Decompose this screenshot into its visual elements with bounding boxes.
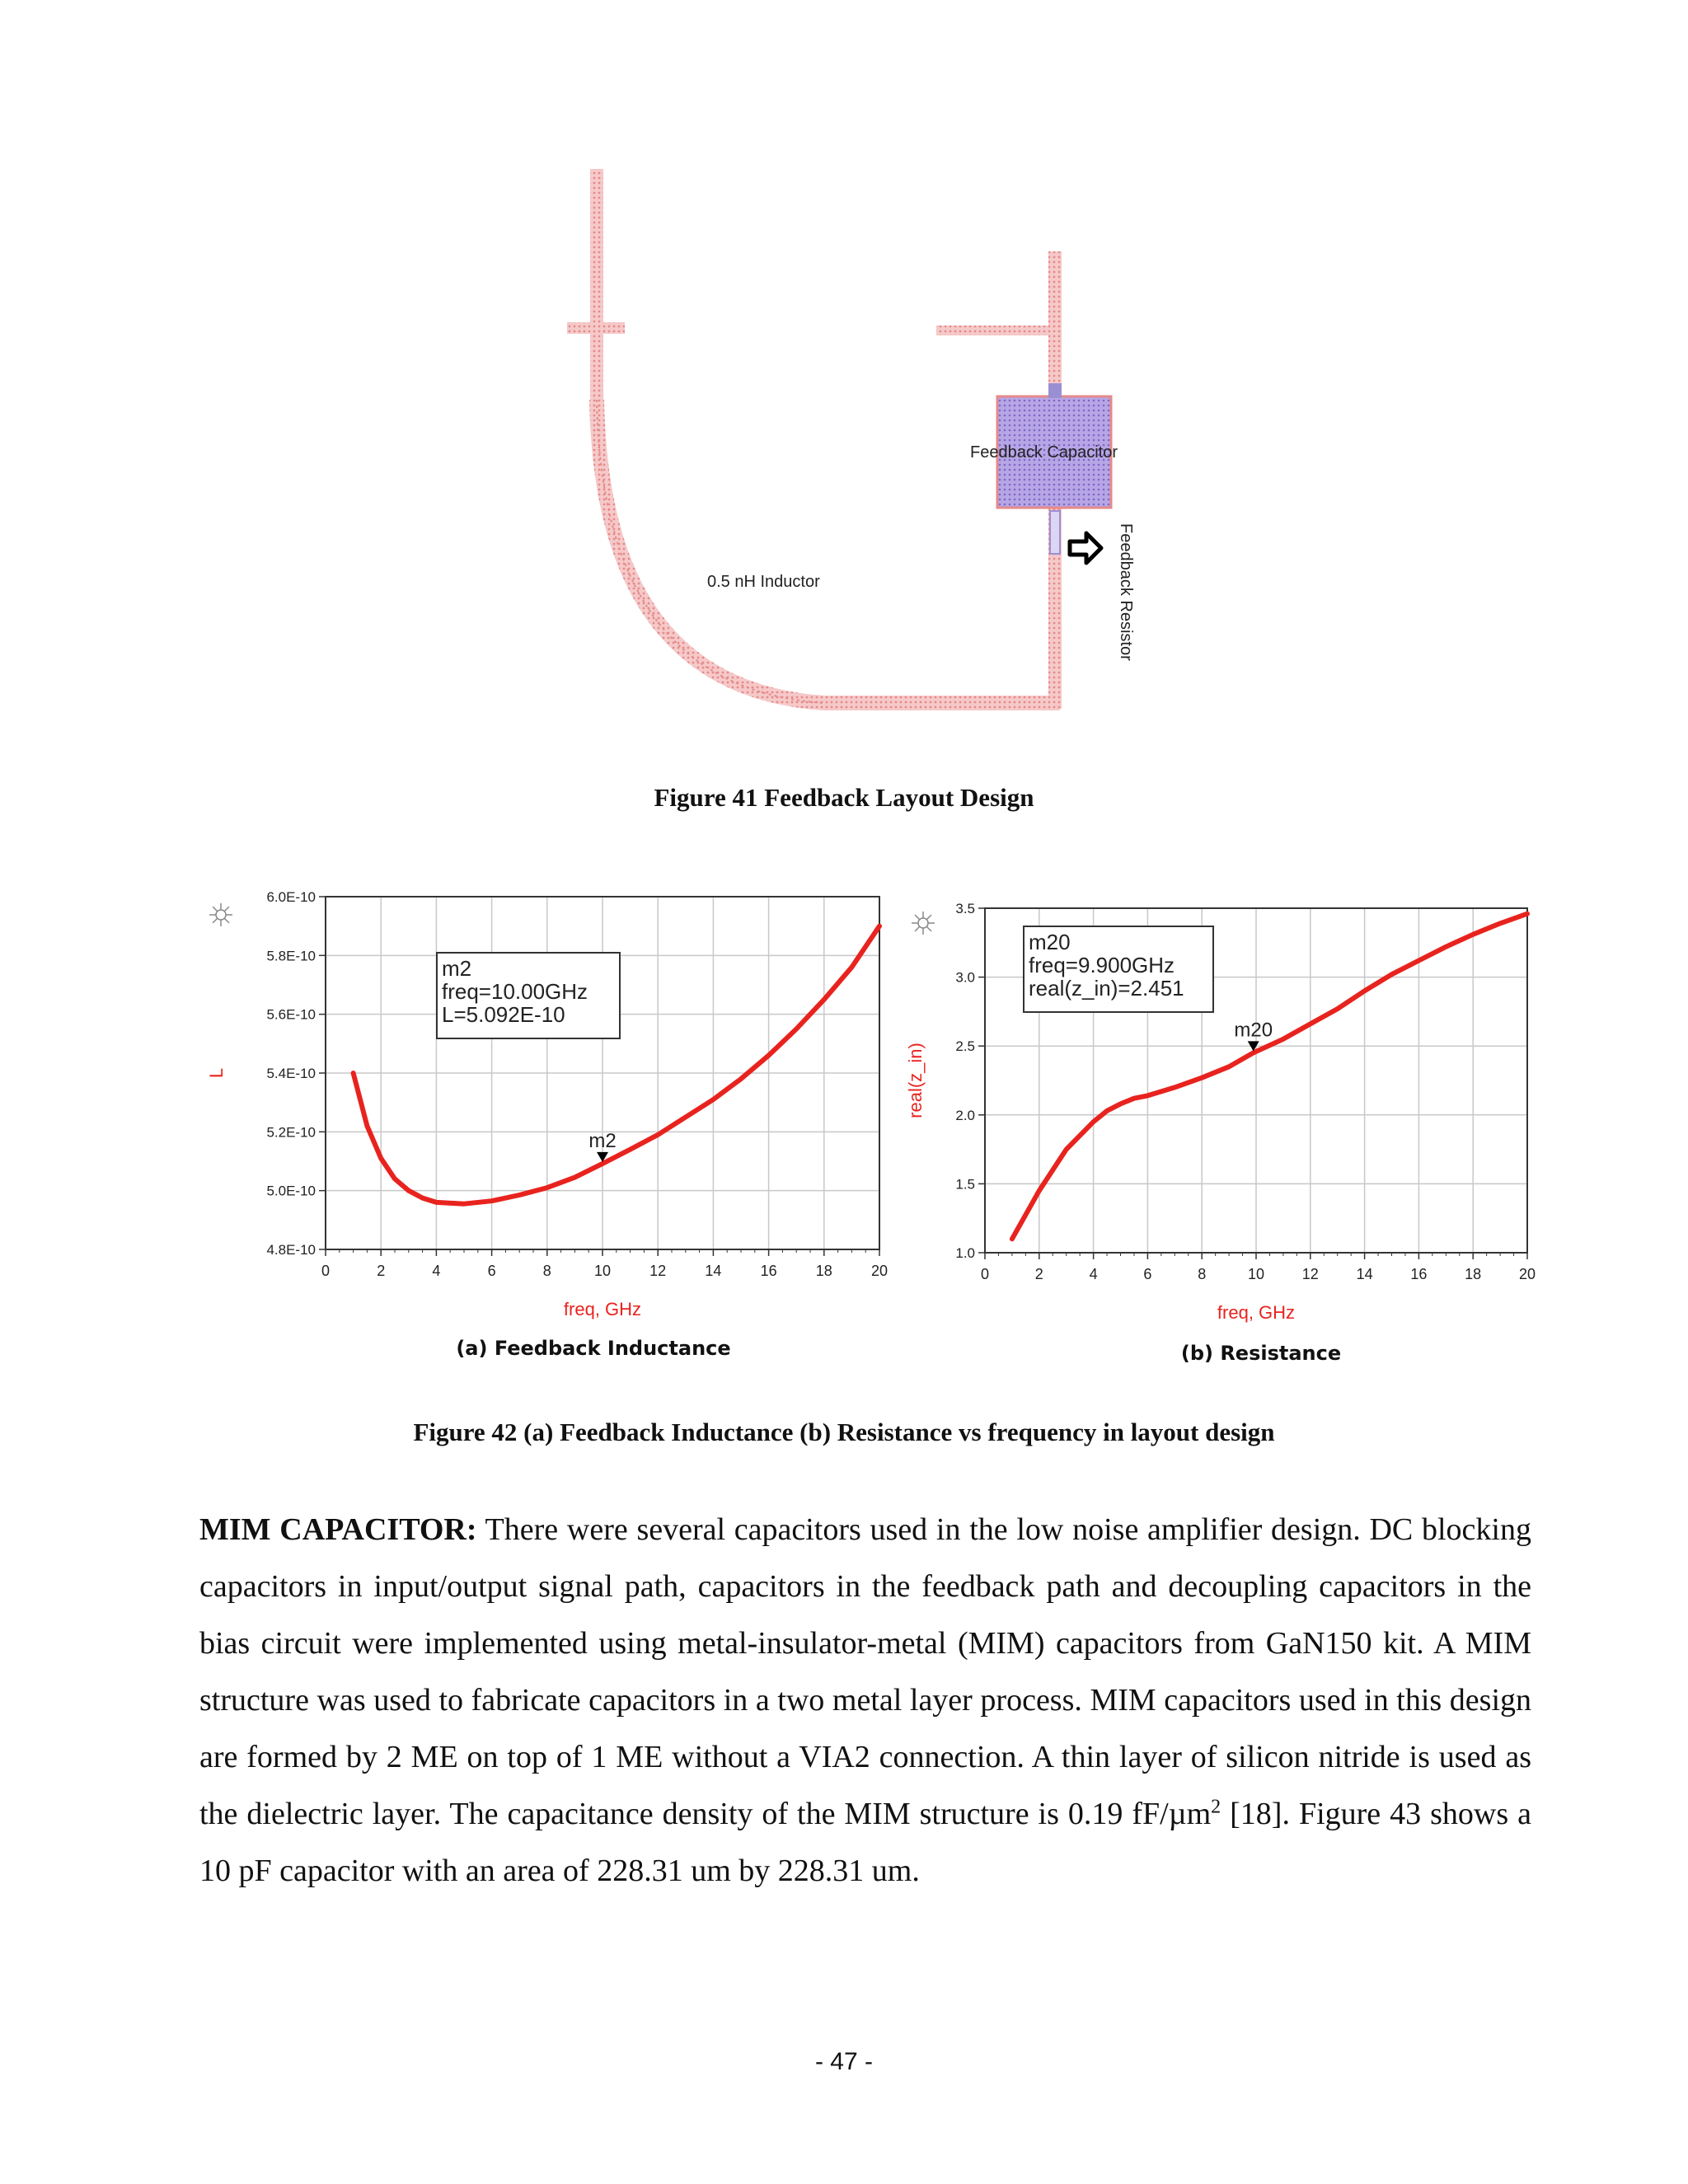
- figure-41-layout: [528, 161, 1154, 721]
- marker-readout-line: m2: [442, 956, 472, 981]
- marker-label: m2: [588, 1129, 617, 1152]
- x-tick-label: 12: [649, 1263, 667, 1279]
- settings-icon: [912, 912, 935, 935]
- figure-41-caption: Figure 41 Feedback Layout Design: [654, 783, 1034, 812]
- marker-readout-line: freq=9.900GHz: [1029, 953, 1175, 977]
- page-number: - 47 -: [814, 2048, 874, 2075]
- x-tick-label: 18: [815, 1263, 832, 1279]
- superscript: 2: [1211, 1796, 1221, 1818]
- x-tick-label: 0: [321, 1263, 331, 1279]
- y-tick-label: 5.8E-10: [266, 948, 316, 964]
- x-tick-label: 16: [760, 1263, 777, 1279]
- x-tick-label: 6: [1143, 1266, 1152, 1282]
- x-axis-label: freq, GHz: [563, 1299, 642, 1319]
- marker-label: m20: [1234, 1019, 1273, 1042]
- y-tick-label: 5.4E-10: [266, 1066, 316, 1081]
- paragraph-text-2: [18]. Figure 43 shows a 10 pF capacitor with an area of 228.31 um by 228.31 um.: [199, 1797, 1531, 1888]
- arrow-right-icon: [1070, 533, 1101, 563]
- y-tick-label: 5.6E-10: [266, 1006, 316, 1023]
- x-tick-label: 14: [705, 1263, 722, 1279]
- x-tick-label: 4: [1089, 1266, 1098, 1282]
- settings-icon: [209, 903, 232, 926]
- x-axis-label: freq, GHz: [1217, 1302, 1296, 1323]
- y-tick-label: 5.0E-10: [266, 1183, 316, 1199]
- marker-readout-line: real(z_in)=2.451: [1029, 976, 1184, 1001]
- x-tick-label: 16: [1410, 1266, 1428, 1282]
- feedback-resistor-block: [1050, 511, 1060, 554]
- body-paragraph: [199, 1502, 1531, 1900]
- x-tick-label: 8: [542, 1263, 551, 1279]
- x-tick-label: 0: [980, 1266, 990, 1282]
- y-tick-label: 1.0: [955, 1245, 975, 1261]
- y-tick-label: 4.8E-10: [266, 1242, 316, 1258]
- y-tick-label: 3.0: [955, 969, 975, 986]
- y-tick-label: 5.2E-10: [266, 1124, 316, 1141]
- label-feedback-resistor: Feedback Resistor: [1117, 523, 1135, 661]
- chart-resistance: [898, 890, 1558, 1343]
- y-tick-label: 3.5: [955, 901, 975, 916]
- x-tick-label: 2: [1034, 1266, 1043, 1282]
- x-tick-label: 20: [1518, 1266, 1536, 1282]
- x-tick-label: 4: [432, 1263, 441, 1279]
- marker-readout-line: L=5.092E-10: [442, 1002, 565, 1027]
- y-axis-label: real(z_in): [905, 1043, 926, 1118]
- x-tick-label: 10: [593, 1263, 612, 1279]
- chart-feedback-inductance: [206, 874, 907, 1335]
- x-tick-label: 2: [377, 1263, 386, 1279]
- x-tick-label: 10: [1247, 1266, 1265, 1282]
- y-tick-label: 2.0: [955, 1107, 975, 1123]
- y-axis-label: L: [206, 1067, 227, 1079]
- x-tick-label: 14: [1356, 1266, 1373, 1282]
- y-tick-label: 1.5: [955, 1176, 975, 1193]
- figure-42-caption: Figure 42 (a) Feedback Inductance (b) Resistance vs frequency in layout design: [413, 1418, 1275, 1446]
- x-tick-label: 8: [1198, 1266, 1207, 1282]
- subcaption-a: (a) Feedback Inductance: [456, 1337, 731, 1360]
- x-tick-label: 12: [1301, 1266, 1319, 1282]
- inductor-strip-top: [590, 169, 603, 400]
- x-tick-label: 6: [487, 1263, 496, 1279]
- y-tick-label: 2.5: [955, 1038, 975, 1055]
- label-inductor: 0.5 nH Inductor: [707, 573, 820, 591]
- marker-readout-line: m20: [1029, 930, 1071, 954]
- subcaption-b: (b) Resistance: [1180, 1342, 1342, 1365]
- label-feedback-capacitor: Feedback Capacitor: [970, 443, 1118, 462]
- marker-readout-line: freq=10.00GHz: [442, 979, 588, 1004]
- x-tick-label: 20: [870, 1263, 889, 1279]
- x-tick-label: 18: [1465, 1266, 1482, 1282]
- section-lead: MIM CAPACITOR:: [199, 1512, 477, 1547]
- inductor-crossbar: [567, 322, 625, 334]
- feedback-strip-branch: [936, 326, 1052, 335]
- paragraph-text-1: There were several capacitors used in the low noise amplifier design. DC blocking capacitors in input/output signal path, capacitors in the feedback path and decoupling capacitors in the bias circuit were implemented using metal-insulator-metal (MIM) capacitors from GaN150 kit. A MIM structure was used to fabricate capacitors in a two metal layer process. MIM capacitors used in this design are formed by 2 ME on top of 1 ME without a VIA2 connection. A thin layer of silicon nitride is used as the dielectric layer. The capacitance density of the MIM structure is 0.19 fF/µm: [199, 1512, 1531, 1831]
- y-tick-label: 6.0E-10: [266, 889, 316, 905]
